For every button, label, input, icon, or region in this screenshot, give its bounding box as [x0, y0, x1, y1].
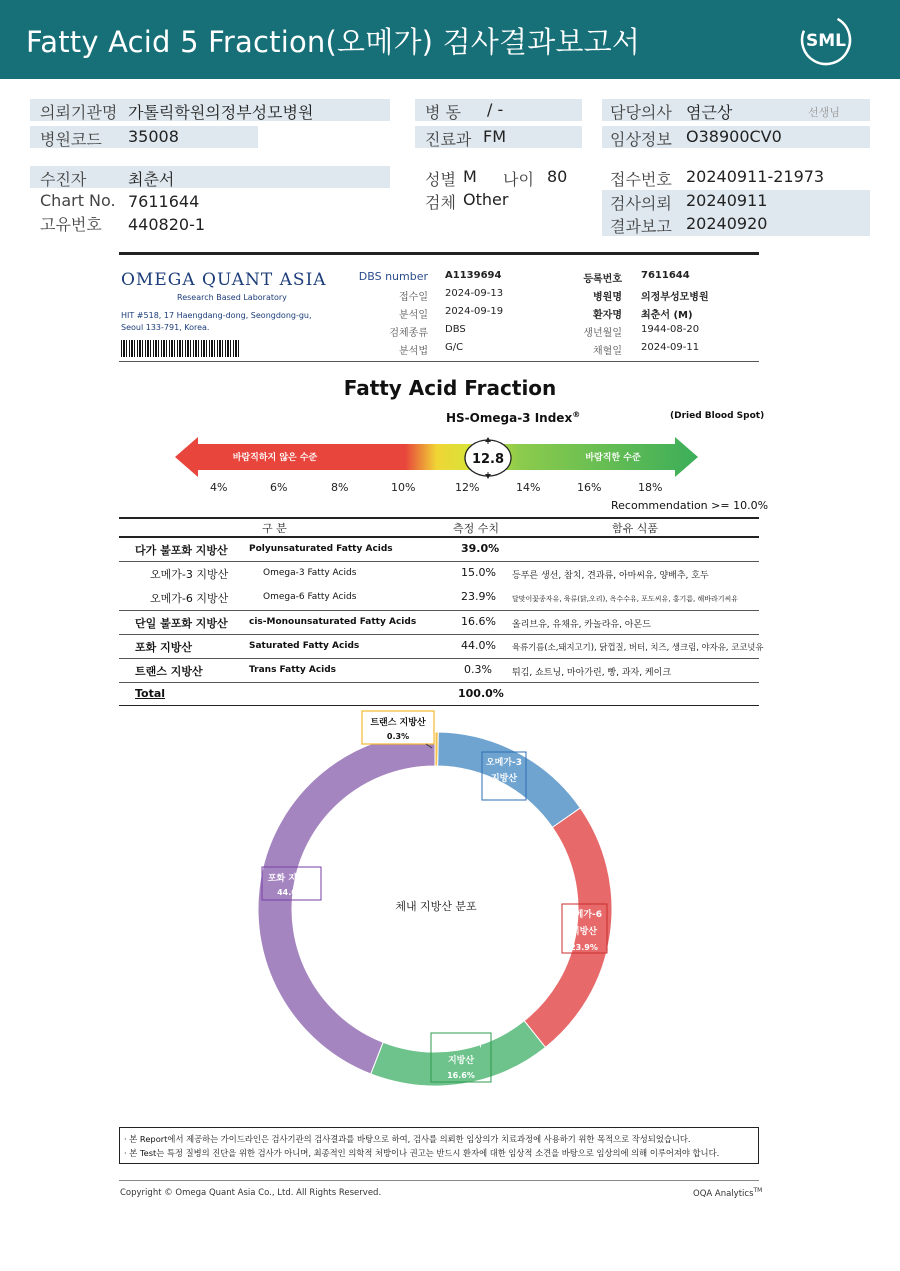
- institution-label: 의뢰기관명: [40, 103, 118, 122]
- specimen-type-value: DBS: [445, 324, 466, 335]
- table-row-food: 달맞이꽃종자유, 육류(닭,오리), 옥수수유, 포도씨유, 홍기름, 해바라기씨유: [512, 595, 739, 603]
- table-row-english: Omega-6 Fatty Acids: [263, 592, 357, 602]
- age-label: 나이: [503, 170, 534, 189]
- specimen-label: 검체: [425, 193, 456, 212]
- slice-omega6: [524, 808, 612, 1047]
- notice-line-1: · 본 Report에서 제공하는 가이드라인은 검사기관의 검사결과를 바탕으로 하여, 검사를 의뢰한 임상의가 치료과정에 사용하기 위한 목적으로 작성되었습니다.: [124, 1134, 691, 1144]
- scale-tick: 8%: [331, 481, 349, 494]
- oqa-analytics: [693, 1187, 762, 1199]
- patient-label: 수진자: [40, 170, 87, 189]
- index-value: 12.8: [471, 452, 505, 467]
- table-row-value: 0.3%: [464, 663, 492, 676]
- specimen-value: Other: [463, 190, 509, 209]
- collect-label: 채혈일: [593, 346, 622, 357]
- page-title: Fatty Acid 5 Fraction(오메가) 검사결과보고서: [26, 25, 641, 59]
- table-row-category: 오메가-6 지방산: [150, 592, 229, 605]
- dried-blood-spot: (Dried Blood Spot): [670, 411, 765, 421]
- sex-value: M: [463, 167, 477, 186]
- table-row-food: 등푸른 생선, 참치, 견과류, 아마씨유, 양배추, 호두: [512, 571, 709, 581]
- report-patient-label: 환자명: [593, 310, 622, 321]
- department-value: FM: [483, 127, 507, 146]
- label-mono-name2: 지방산: [447, 1056, 475, 1066]
- table-row-category: 단일 불포화 지방산: [135, 617, 228, 630]
- table-row-english: Trans Fatty Acids: [249, 665, 337, 675]
- sex-label: 성별: [425, 170, 456, 189]
- table-row-value: 23.9%: [461, 590, 496, 603]
- analyzed-value: 2024-09-19: [445, 306, 504, 317]
- table-row-value: 39.0%: [461, 542, 500, 555]
- hospital-value: 의정부성모병원: [641, 292, 709, 303]
- reception-label: 접수번호: [610, 170, 672, 189]
- unique-no-value: 440820-1: [128, 215, 206, 234]
- unique-no-label: 고유번호: [40, 215, 102, 234]
- clinical-info-label: 임상정보: [610, 130, 672, 149]
- label-omega3-name: 오메가-3: [485, 758, 523, 768]
- table-row-category: 다가 불포화 지방산: [135, 544, 228, 557]
- received-label: 접수일: [399, 292, 428, 303]
- table-total-value: 100.0%: [458, 687, 504, 700]
- col-header-value: 측정 수치: [453, 522, 500, 535]
- scale-tick: 14%: [516, 481, 541, 494]
- birth-value: 1944-08-20: [641, 324, 700, 335]
- analyzed-label: 분석일: [399, 310, 428, 321]
- good-level-label: 바람직한 수준: [585, 453, 641, 463]
- doctor-suffix: 선생님: [808, 106, 840, 119]
- table-row-value: 16.6%: [461, 615, 496, 628]
- label-mono-name: 단일불포화: [439, 1039, 483, 1049]
- label-trans-value: 0.3%: [386, 732, 410, 741]
- department-label: 진료과: [425, 130, 472, 149]
- label-saturated-name: 포화 지방산: [267, 874, 315, 884]
- table-row-value: 15.0%: [461, 566, 496, 579]
- company-name: OMEGA QUANT ASIA: [121, 270, 327, 290]
- request-date-value: 20240911: [686, 191, 768, 210]
- method-value: G/C: [445, 342, 464, 353]
- scale-tick: 4%: [210, 481, 228, 494]
- label-omega3-value: 15.0%: [490, 789, 518, 798]
- table-row-value: 44.0%: [461, 639, 496, 652]
- address-line1: HIT #518, 17 Haengdang-dong, Seongdong-gu,: [121, 311, 312, 320]
- hospital-code-value: 35008: [128, 127, 179, 146]
- ward-value: / -: [487, 100, 504, 119]
- reg-no-label: 등록번호: [583, 274, 622, 285]
- scale-tick: 10%: [391, 481, 416, 494]
- index-title-text: HS-Omega-3 Index: [446, 411, 573, 425]
- table-row-category: 포화 지방산: [135, 641, 192, 654]
- report-date-label: 결과보고: [610, 217, 672, 236]
- specimen-type-label: 검체종류: [389, 328, 428, 339]
- col-header-food: 함유 식품: [612, 522, 659, 535]
- table-row-english: Saturated Fatty Acids: [249, 641, 360, 651]
- logo-text: SML: [806, 31, 846, 51]
- table-row-english: Polyunsaturated Fatty Acids: [249, 544, 393, 554]
- index-title-sup: ®: [572, 410, 581, 419]
- report-patient-value: 최춘서 (M): [641, 310, 693, 321]
- doctor-value: 염근상: [686, 103, 733, 122]
- col-header-category: 구 분: [262, 522, 287, 535]
- oqa-analytics-tm: TM: [753, 1187, 763, 1194]
- clinical-info-value: O38900CV0: [686, 127, 782, 146]
- recommendation: Recommendation >= 10.0%: [611, 499, 769, 512]
- section-title: Fatty Acid Fraction: [343, 376, 557, 400]
- chart-title: 체내 지방산 분포: [395, 900, 477, 913]
- scale-tick: 12%: [455, 481, 480, 494]
- chart-no-value: 7611644: [128, 192, 200, 211]
- address-line2: Seoul 133-791, Korea.: [121, 323, 210, 332]
- table-row-category: 트랜스 지방산: [135, 665, 203, 678]
- ward-label: 병 동: [425, 103, 461, 122]
- label-omega6-value: 23.9%: [570, 943, 598, 952]
- reception-value: 20240911-21973: [686, 167, 825, 186]
- label-mono-value: 16.6%: [447, 1071, 475, 1080]
- request-date-label: 검사의뢰: [610, 194, 672, 213]
- dbs-label: DBS number: [358, 270, 428, 283]
- scale-tick: 6%: [270, 481, 288, 494]
- patient-value: 최춘서: [128, 170, 175, 189]
- oqa-analytics-text: OQA Analytics: [693, 1188, 754, 1199]
- age-value: 80: [547, 167, 568, 186]
- label-omega3-name2: 지방산: [490, 774, 518, 784]
- notice-line-2: · 본 Test는 특정 질병의 진단을 위한 검사가 아니며, 최종적인 의학적 처방이나 권고는 반드시 환자에 대한 임상적 소견을 바탕으로 임상의에 의해 이루어져야 합니다.: [124, 1148, 720, 1158]
- method-label: 분석법: [399, 346, 428, 357]
- company-subtitle: Research Based Laboratory: [177, 293, 287, 302]
- bad-level-label: 바람직하지 않은 수준: [232, 453, 318, 463]
- table-row-food: 육류기름(소,돼지고기), 닭껍질, 버터, 치즈, 생크림, 야자유, 코코넛유: [512, 642, 764, 652]
- notice-box: [119, 1127, 759, 1164]
- table-total-label: Total: [135, 687, 166, 700]
- footer-rule: [119, 1180, 759, 1181]
- table-row-english: cis-Monounsaturated Fatty Acids: [249, 617, 417, 627]
- label-omega6-name2: 지방산: [570, 927, 598, 937]
- label-trans-name: 트랜스 지방산: [370, 718, 426, 728]
- table-row-category: 오메가-3 지방산: [150, 568, 229, 581]
- table-row-food: 튀김, 쇼트닝, 마아가린, 빵, 과자, 케이크: [512, 668, 672, 678]
- hospital-code-label: 병원코드: [40, 130, 102, 149]
- label-saturated-value: 44.0%: [277, 888, 305, 897]
- chart-no-label: Chart No.: [40, 191, 116, 210]
- reg-no-value: 7611644: [641, 270, 690, 281]
- institution-value: 가톨릭학원의정부성모병원: [128, 103, 314, 122]
- doctor-label: 담당의사: [610, 103, 672, 122]
- table-row-english: Omega-3 Fatty Acids: [263, 568, 357, 578]
- scale-tick: 16%: [577, 481, 602, 494]
- birth-label: 생년월일: [583, 328, 622, 339]
- copyright-text: Copyright © Omega Quant Asia Co., Ltd. All Rights Reserved.: [120, 1188, 382, 1198]
- received-value: 2024-09-13: [445, 288, 504, 299]
- label-omega6-name: 오메가-6: [565, 910, 603, 920]
- hospital-label: 병원명: [593, 292, 622, 303]
- report-date-value: 20240920: [686, 214, 768, 233]
- collect-value: 2024-09-11: [641, 342, 700, 353]
- table-row-food: 올리브유, 유채유, 카놀라유, 아몬드: [512, 620, 651, 630]
- scale-tick: 18%: [638, 481, 663, 494]
- dbs-value: A1139694: [445, 270, 502, 281]
